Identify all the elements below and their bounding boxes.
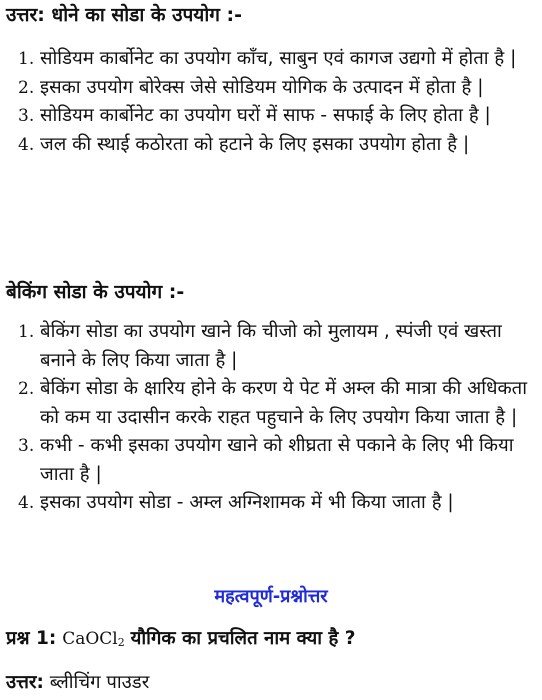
washing-soda-heading: उत्तर: धोने का सोडा के उपयोग :- <box>6 4 243 26</box>
question-text: यौगिक का प्रचलित नाम क्या है ? <box>130 628 356 649</box>
item-number: 3. <box>18 436 35 456</box>
formula-subscript: 2 <box>117 636 125 649</box>
item-number: 4. <box>18 493 35 513</box>
item-number: 3. <box>18 106 35 126</box>
list-item <box>0 432 542 489</box>
list-item <box>0 375 542 432</box>
list-item <box>0 74 542 103</box>
item-text: बेकिंग सोडा के क्षारिय होने के करण ये पेट में अम्ल की मात्रा की अधिकता को कम या उदासीन करके राहत पहुचाने के लिए उपयोग किया जाता है | <box>40 378 527 428</box>
item-text: जल की स्थाई कठोरता को हटाने के लिए इसका उपयोग होता है | <box>40 133 470 155</box>
list-item <box>0 131 542 160</box>
item-text: कभी - कभी इसका उपयोग खाने को शीघ्रता से पकाने के लिए भी किया जाता है | <box>40 435 514 485</box>
answer-label: उत्तर: <box>6 672 44 693</box>
washing-soda-list <box>0 45 542 159</box>
question-1 <box>6 625 355 657</box>
baking-soda-list <box>0 318 542 518</box>
answer-text: ब्लीचिंग पाउडर <box>49 672 150 693</box>
item-number: 1. <box>18 322 35 342</box>
important-qa-title: महत्वपूर्ण-प्रश्नोत्तर <box>214 586 328 607</box>
list-item <box>0 102 542 131</box>
item-number: 1. <box>18 49 35 69</box>
item-number: 2. <box>18 77 35 98</box>
question-label: प्रश्न 1: <box>6 628 57 649</box>
list-item <box>0 489 542 518</box>
item-number: 2. <box>18 379 35 399</box>
baking-soda-heading: बेकिंग सोडा के उपयोग :- <box>6 281 185 303</box>
item-text: सोडियम कार्बोनेट का उपयोग घरों में साफ - सफाई के लिए होता है | <box>40 105 491 126</box>
list-item <box>0 318 542 375</box>
list-item <box>0 45 542 74</box>
formula-main: CaOCl <box>62 629 118 649</box>
item-text: इसका उपयोग सोडा - अम्ल अग्निशामक में भी किया जाता है | <box>40 492 454 513</box>
answer-1 <box>6 669 149 697</box>
item-number: 4. <box>18 134 35 155</box>
item-text: बेकिंग सोडा का उपयोग खाने कि चीजो को मुलायम , स्पंजी एवं खस्ता बनाने के लिए किया जाता है | <box>40 321 502 371</box>
item-text: सोडियम कार्बोनेट का उपयोग काँच, साबुन एवं कागज उद्यगो में होता है | <box>40 48 517 69</box>
item-text: इसका उपयोग बोरेक्स जेसे सोडियम योगिक के उत्पादन में होता है | <box>40 76 484 98</box>
chemical-formula <box>62 629 125 649</box>
